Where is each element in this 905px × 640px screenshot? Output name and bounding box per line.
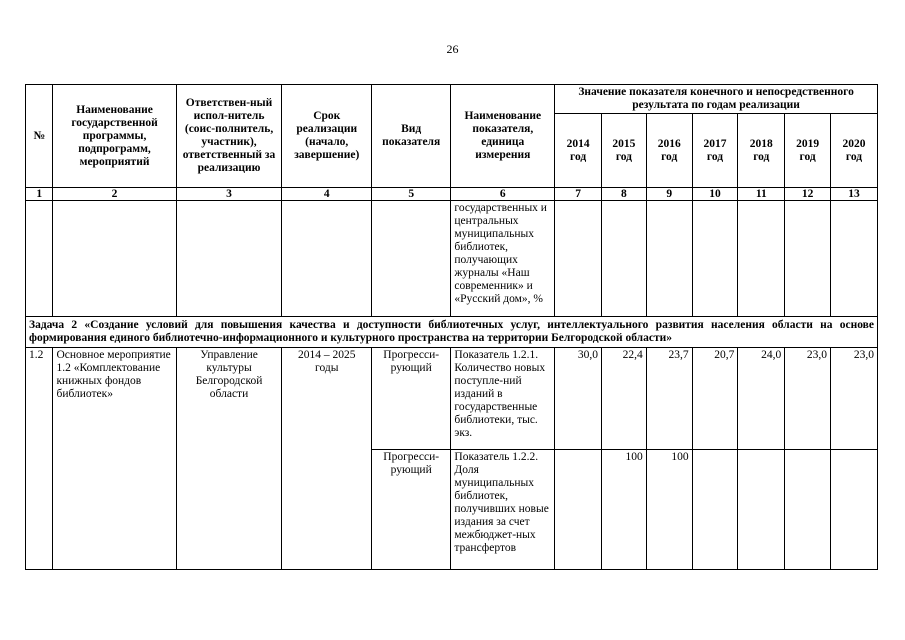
activity-responsible: Управление культуры Белгородской области [176,348,282,570]
header-row [26,85,878,114]
header-term: Срок реализации (начало, завершение) [282,85,372,188]
indicator-value: 23,0 [831,348,878,450]
indicator-type: Прогресси-рующий [372,450,451,570]
activity-number: 1.2 [26,348,53,570]
table-cell [646,201,692,317]
column-number: 4 [282,188,372,201]
indicator-value: 24,0 [738,348,785,450]
header-type: Вид показателя [372,85,451,188]
activity-term: 2014 – 2025 годы [282,348,372,570]
header-year: 2020 год [831,114,878,188]
column-number: 1 [26,188,53,201]
table-cell [785,201,831,317]
table-cell [831,201,878,317]
table-cell [282,201,372,317]
task-row [26,317,878,348]
table-cell [53,201,176,317]
indicator-value: 30,0 [555,348,602,450]
task-text: Задача 2 «Создание условий для повышения качества и доступности библиотечных услуг, интеллектуального развития населения области на основе формирования единого библиотечно-информационного и культурного пространства на территории Белгородской области» [26,317,878,348]
column-number: 8 [602,188,647,201]
header-no: № [26,85,53,188]
column-number: 2 [53,188,176,201]
indicator-value [555,450,602,570]
table-cell [372,201,451,317]
indicator-value: 22,4 [602,348,647,450]
header-responsible: Ответствен-ный испол-нитель (соис-полнитель, участник), ответственный за реализацию [176,85,282,188]
indicators-table [25,84,878,570]
header-year: 2018 год [738,114,785,188]
header-year: 2019 год [785,114,831,188]
column-number: 7 [555,188,602,201]
indicator-value: 100 [646,450,692,570]
column-number: 5 [372,188,451,201]
table-cell [738,201,785,317]
indicator-value: 23,0 [785,348,831,450]
column-number: 3 [176,188,282,201]
column-number: 11 [738,188,785,201]
column-numbers-row [26,188,878,201]
column-number: 12 [785,188,831,201]
header-values-group: Значение показателя конечного и непосредственного результата по годам реализации [555,85,878,114]
column-number: 9 [646,188,692,201]
table-cell [555,201,602,317]
column-number: 10 [692,188,738,201]
page-number: 26 [446,42,459,56]
indicator-value [738,450,785,570]
indicator-value: 100 [602,450,647,570]
indicator-type: Прогресси-рующий [372,348,451,450]
table-cell [602,201,647,317]
header-year: 2014 год [555,114,602,188]
indicator-value: 23,7 [646,348,692,450]
activity-name: Основное мероприятие 1.2 «Комплектование книжных фондов библиотек» [53,348,176,570]
column-number: 6 [451,188,555,201]
column-number: 13 [831,188,878,201]
table-cell [692,201,738,317]
indicator-name: Показатель 1.2.1. Количество новых поступле-ний изданий в государственные библиотеки, тыс. экз. [451,348,555,450]
continuation-indicator-text: государственных и центральных муниципальных библиотек, получающих журналы «Наш современник» и «Русский дом», % [451,201,555,317]
header-year: 2015 год [602,114,647,188]
header-program: Наименование государственной программы, подпрограмм, мероприятий [53,85,176,188]
table-cell [176,201,282,317]
header-year: 2016 год [646,114,692,188]
indicator-value: 20,7 [692,348,738,450]
header-year: 2017 год [692,114,738,188]
indicator-row [26,348,878,450]
indicator-value [785,450,831,570]
indicator-value [831,450,878,570]
header-indicator: Наименование показателя, единица измерения [451,85,555,188]
continuation-row [26,201,878,317]
table-cell [26,201,53,317]
indicator-name: Показатель 1.2.2. Доля муниципальных библиотек, получивших новые издания за счет межбюджет-ных трансфертов [451,450,555,570]
indicator-value [692,450,738,570]
